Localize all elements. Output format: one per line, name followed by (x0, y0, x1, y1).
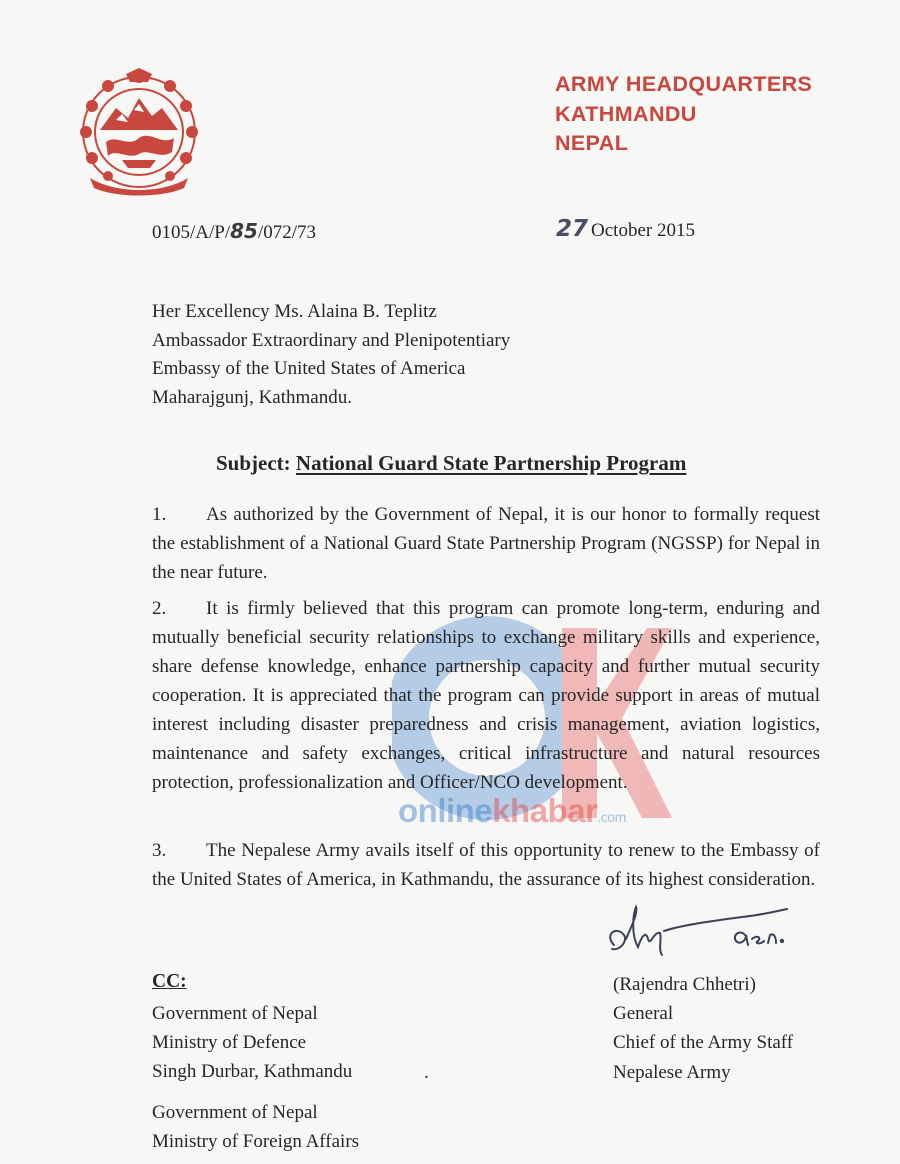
watermark-part-com: .com (597, 809, 626, 825)
stray-mark: . (424, 1062, 429, 1083)
header-line-3: NEPAL (555, 131, 629, 155)
header-line-2: KATHMANDU (555, 101, 697, 126)
cc-line: Ministry of Defence (152, 1032, 307, 1053)
recipient-line: Ambassador Extraordinary and Plenipotentiary (152, 329, 511, 351)
paragraph-text: It is firmly believed that this program can promote long-term, enduring and mutually beneficial security relationships to exchange military skills and experience, share defense knowledge, enhance partnership capacity and further mutual security cooperation. It is appreciated that the program can provide support in areas of mutual interest including disaster preparedness and crisis management, aviation logistics, maintenance and safety exchanges, critical infrastructure and natural resources protection, professionalization and Officer/NCO development. (152, 598, 820, 793)
nepal-coat-of-arms-icon (76, 68, 202, 196)
recipient-address (152, 298, 510, 412)
paragraph-number: 3. (152, 840, 167, 861)
reference-handwritten: 85 (230, 219, 258, 243)
cc-line: Ministry of Foreign Affairs (152, 1131, 360, 1152)
signer-organization: Nepalese Army (613, 1061, 731, 1083)
paragraph-3 (152, 836, 820, 894)
paragraph-text: The Nepalese Army avails itself of this opportunity to renew to the Embassy of the United States of America, in Kathmandu, the assurance of its highest consideration. (152, 840, 820, 890)
signer-rank: General (613, 1003, 674, 1025)
signer-title: Chief of the Army Staff (613, 1032, 794, 1054)
subject-label: Subject: (216, 451, 291, 475)
issuer-header (555, 70, 812, 159)
paragraph-text: As authorized by the Government of Nepal, it is our honor to formally request the establishment of a National Guard State Partnership Program (NGSSP) for Nepal in the near future. (152, 504, 820, 583)
recipient-line: Embassy of the United States of America (152, 358, 466, 379)
recipient-line: Maharajgunj, Kathmandu. (152, 386, 352, 408)
header-line-1: ARMY HEADQUARTERS (555, 72, 813, 96)
paragraph-2 (152, 594, 820, 797)
cc-line: Singh Durbar, Kathmandu (152, 1061, 353, 1082)
date-rest: October 2015 (591, 220, 695, 241)
cc-block-2 (152, 1098, 359, 1156)
recipient-line: Her Excellency Ms. Alaina B. Teplitz (152, 301, 437, 322)
letter-date (556, 216, 695, 242)
cc-line: Government of Nepal (152, 1102, 318, 1123)
watermark-text (398, 792, 626, 830)
handwritten-signature-icon (602, 895, 802, 965)
date-handwritten-day: 27 (556, 216, 589, 242)
paragraph-number: 2. (152, 598, 167, 619)
cc-line: Government of Nepal (152, 1003, 318, 1024)
subject-line (216, 451, 686, 476)
signer-name: (Rajendra Chhetri) (613, 974, 756, 995)
reference-number (152, 219, 316, 244)
paragraph-1 (152, 500, 820, 587)
cc-heading: CC: (152, 971, 187, 992)
reference-prefix: 0105/A/P/ (152, 222, 231, 243)
signature-note: Gen. (747, 943, 749, 944)
subject-title: National Guard State Partnership Program (295, 451, 687, 475)
signer-block (613, 970, 793, 1087)
paragraph-number: 1. (152, 504, 167, 525)
watermark-part-khabar: khabar (492, 792, 598, 829)
cc-block-1 (152, 999, 352, 1086)
watermark-part-online: online (398, 792, 493, 829)
reference-suffix: /072/73 (257, 222, 317, 243)
